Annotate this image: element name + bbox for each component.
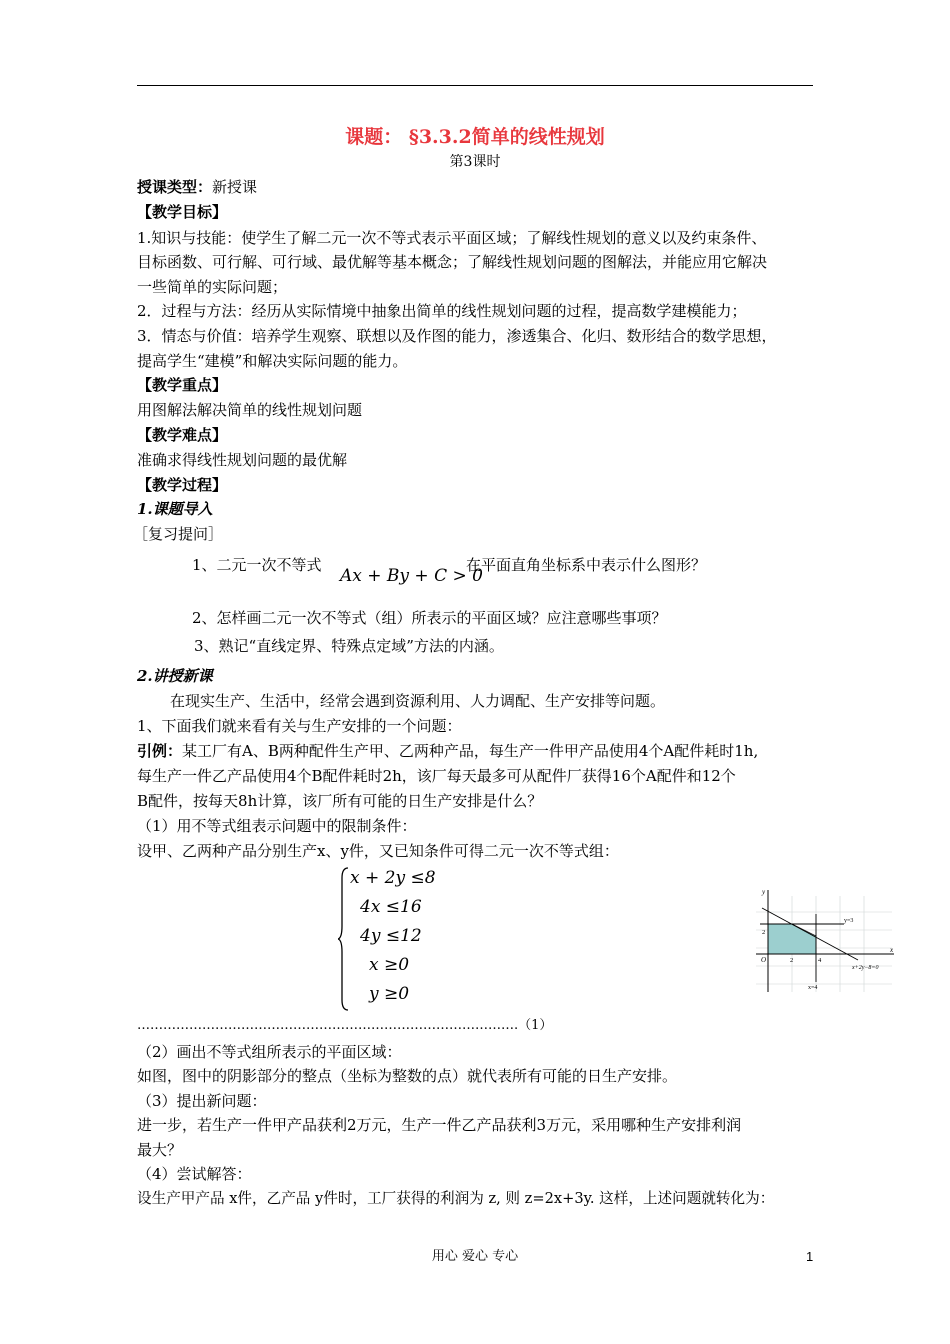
process-heading: 【教学过程】: [137, 476, 228, 494]
objective-3-line-1: 3．情态与价值：培养学生观察、联想以及作图的能力，渗透集合、化归、数形结合的数学思想，: [137, 327, 777, 345]
difficulty-text: 准确求得线性规划问题的最优解: [137, 451, 348, 469]
lesson-type-label: 授课类型：: [137, 178, 213, 196]
objective-1-line-1: 1.知识与技能：使学生了解二元一次不等式表示平面区域；了解线性规划的意义以及约束条件、: [137, 229, 767, 247]
tick-label-x-2: 2: [790, 957, 794, 964]
page-title: 课题： §3.3.2简单的线性规划: [345, 126, 605, 148]
inequality-row: x + 2y ≤8: [350, 868, 436, 888]
inequality-row: x ≥0: [369, 955, 410, 975]
lesson-type-value: 新授课: [212, 178, 258, 196]
question-1-formula: Ax + By + C > 0: [340, 566, 483, 586]
difficulty-heading: 【教学难点】: [137, 426, 228, 444]
feasible-region-figure: [752, 886, 898, 998]
step-4-heading: （4）尝试解答：: [137, 1165, 252, 1183]
lesson-type: [137, 176, 257, 198]
question-1-prefix: 1、二元一次不等式: [192, 556, 322, 574]
origin-label: O: [761, 956, 767, 964]
footer-motto: 用心 爱心 专心: [431, 1249, 519, 1264]
inequality-row: y ≥0: [369, 984, 410, 1004]
example-line-1: [137, 740, 758, 762]
page-number: 1: [806, 1249, 814, 1264]
step-4-text: 设生产甲产品 x件，乙产品 y件时，工厂获得的利润为 z, 则 z=2x+3y. 这样，上述问题就转化为：: [137, 1190, 775, 1207]
intro-heading: 1.课题导入: [137, 500, 213, 518]
objectives-heading: 【教学目标】: [137, 203, 228, 221]
objective-1-line-3: 一些简单的实际问题；: [137, 278, 288, 296]
step-3-line-1: 进一步，若生产一件甲产品获利2万元，生产一件乙产品获利3万元，采用哪种生产安排利润: [137, 1116, 742, 1134]
question-1-suffix: 在平面直角坐标系中表示什么图形？: [466, 556, 707, 574]
example-line-2: 每生产一件乙产品使用4个B配件耗时2h，该厂每天最多可从配件厂获得16个A配件和12个: [137, 767, 736, 785]
tick-label-x-4: 4: [818, 957, 822, 964]
left-brace-icon: [338, 866, 350, 1012]
step-3-heading: （3）提出新问题：: [137, 1092, 267, 1110]
example-label: 引例：: [137, 742, 183, 760]
example-line-3: B配件，按每天8h计算，该厂所有可能的日生产安排是什么？: [137, 792, 543, 810]
objective-2: 2．过程与方法：经历从实际情境中抽象出简单的线性规划问题的过程，提高数学建模能力；: [137, 302, 747, 320]
step-1-heading: （1）用不等式组表示问题中的限制条件：: [137, 817, 417, 835]
question-3: 3、熟记“直线定界、特殊点定域”方法的内涵。: [194, 637, 504, 655]
review-label: ［复习提问］: [133, 525, 224, 543]
new-lesson-paragraph-2: 1、下面我们就来看有关与生产安排的一个问题：: [137, 717, 462, 735]
question-2: 2、怎样画二元一次不等式（组）所表示的平面区域？应注意哪些事项？: [192, 609, 667, 627]
step-2-heading: （2）画出不等式组所表示的平面区域：: [137, 1043, 402, 1061]
x-axis-label: x: [890, 946, 894, 954]
new-lesson-paragraph-1: 在现实生产、生活中，经常会遇到资源利用、人力调配、生产安排等问题。: [170, 692, 666, 710]
y-axis-label: y: [762, 888, 766, 896]
line-label-x4: x=4: [808, 985, 818, 991]
key-points-heading: 【教学重点】: [137, 376, 228, 394]
tick-label-y-2: 2: [762, 929, 766, 936]
step-1-text: 设甲、乙两种产品分别生产x、y件，又已知条件可得二元一次不等式组：: [137, 842, 619, 860]
line-label-y3: y=3: [844, 918, 854, 924]
objective-1-line-2: 目标函数、可行解、可行域、最优解等基本概念；了解线性规划问题的图解法，并能应用它解决: [137, 253, 768, 271]
objective-3-line-2: 提高学生“建模”和解决实际问题的能力。: [137, 352, 408, 370]
new-lesson-heading: 2.讲授新课: [137, 667, 213, 685]
key-points-text: 用图解法解决简单的线性规划问题: [137, 401, 363, 419]
lesson-number: 第3课时: [449, 154, 501, 170]
dots-line: …………………………………………………………………………….（1）: [137, 1018, 553, 1033]
line-label-x-plus-2y: x+2y−8=0: [852, 965, 879, 971]
step-2-text: 如图，图中的阴影部分的整点（坐标为整数的点）就代表所有可能的日生产安排。: [137, 1067, 678, 1085]
inequality-row: 4y ≤12: [360, 926, 422, 946]
step-3-line-2: 最大？: [137, 1141, 183, 1159]
inequality-system: [338, 866, 448, 1012]
inequality-row: 4x ≤16: [360, 897, 422, 917]
example-text-1: 某工厂有A、B两种配件生产甲、乙两种产品，每生产一件甲产品使用4个A配件耗时1h,: [182, 742, 759, 760]
header-rule: [137, 85, 813, 86]
